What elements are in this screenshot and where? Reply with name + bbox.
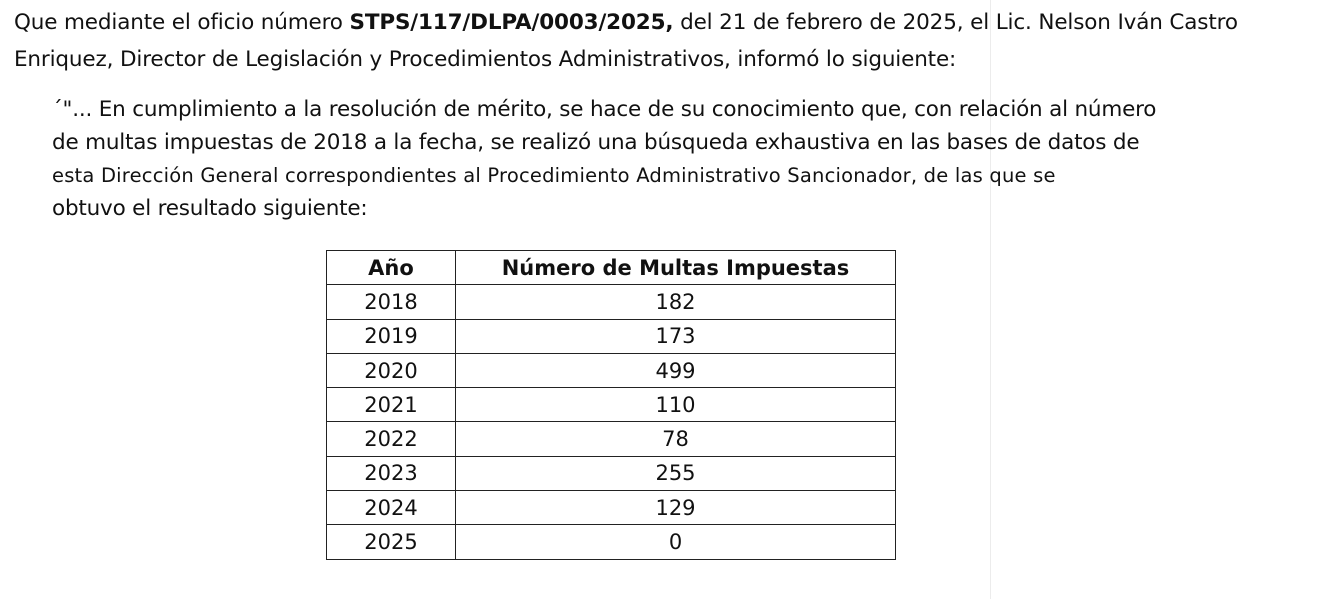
table-row (327, 319, 896, 353)
table-row (327, 285, 896, 319)
cell-year: 2023 (327, 456, 456, 490)
cell-year: 2018 (327, 285, 456, 319)
cell-fines: 173 (456, 319, 896, 353)
quote-line: ´"... En cumplimiento a la resolución de mérito, se hace de su conocimiento que, con relación al número (52, 97, 1157, 122)
table-row (327, 422, 896, 456)
intro-paragraph (14, 4, 1314, 78)
cell-year: 2020 (327, 353, 456, 387)
table-row (327, 491, 896, 525)
table-row (327, 525, 896, 559)
cell-year: 2024 (327, 491, 456, 525)
table-row (327, 388, 896, 422)
header-fines-count: Número de Multas Impuestas (456, 251, 896, 285)
table-row (327, 353, 896, 387)
quote-line: esta Dirección General correspondientes al Procedimiento Administrativo Sancionador, de las que se (52, 164, 1056, 187)
table-row (327, 456, 896, 490)
cell-fines: 129 (456, 491, 896, 525)
cell-fines: 78 (456, 422, 896, 456)
cell-fines: 255 (456, 456, 896, 490)
oficio-number: STPS/117/DLPA/0003/2025, (349, 10, 674, 35)
cell-year: 2021 (327, 388, 456, 422)
fines-table (326, 250, 896, 560)
quote-line: de multas impuestas de 2018 a la fecha, se realizó una búsqueda exhaustiva en las bases de datos de (52, 130, 1140, 155)
scan-artifact-line (990, 0, 991, 599)
cell-year: 2025 (327, 525, 456, 559)
cell-year: 2019 (327, 319, 456, 353)
intro-text-end: del 21 de febrero de 2025, el Lic. Nelson Iván Castro Enriquez, Director de Legislación y Procedimientos Administrativos, informó lo siguiente: (14, 10, 1238, 72)
cell-fines: 0 (456, 525, 896, 559)
intro-text-start: Que mediante el oficio número (14, 10, 350, 35)
quoted-paragraph (52, 93, 1314, 225)
quote-line: obtuvo el resultado siguiente: (52, 196, 368, 221)
cell-fines: 499 (456, 353, 896, 387)
cell-year: 2022 (327, 422, 456, 456)
cell-fines: 110 (456, 388, 896, 422)
table-header-row (327, 251, 896, 285)
header-year: Año (327, 251, 456, 285)
cell-fines: 182 (456, 285, 896, 319)
